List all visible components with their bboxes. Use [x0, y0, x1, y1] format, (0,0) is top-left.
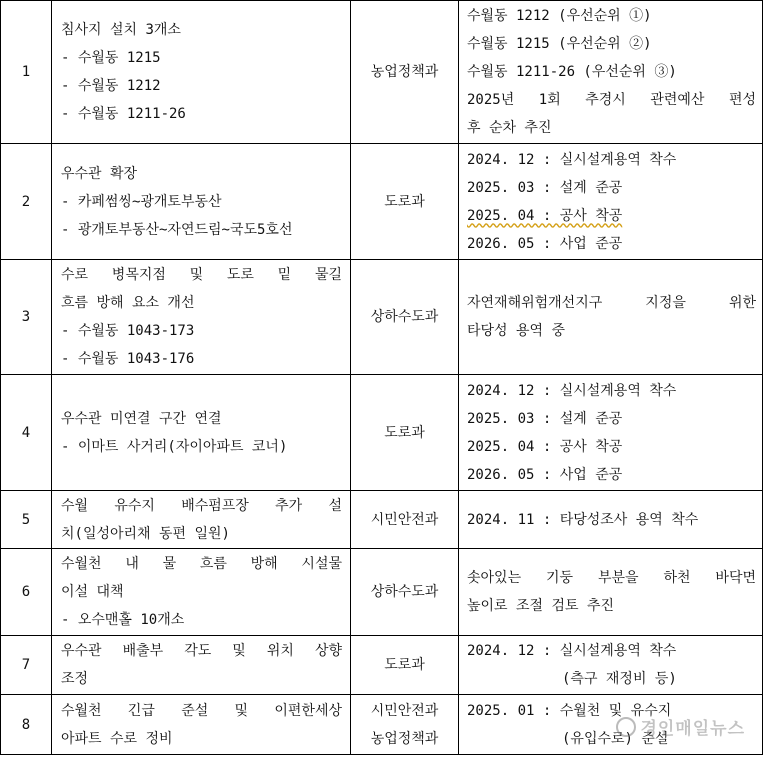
table-row	[1, 491, 763, 549]
department: 농업정책과	[351, 1, 459, 144]
department: 도로과	[351, 144, 459, 260]
plan-content: 2024. 11 : 타당성조사 용역 착수	[459, 491, 763, 549]
item-content: 우수관 배출부 각도 및 위치 상향 조정	[52, 636, 351, 695]
news-logo-icon	[616, 717, 636, 737]
item-content: 침사지 설치 3개소 - 수월동 1215 - 수월동 1212 - 수월동 1211-26	[52, 1, 351, 144]
news-watermark: 경인매일뉴스	[616, 714, 745, 739]
row-number: 6	[1, 549, 52, 636]
row-number: 1	[1, 1, 52, 144]
row-number: 5	[1, 491, 52, 549]
row-number: 4	[1, 375, 52, 491]
row-number: 2	[1, 144, 52, 260]
item-content: 수월천 내 물 흐름 방해 시설물 이설 대책 - 오수맨홀 10개소	[52, 549, 351, 636]
table-row	[1, 549, 763, 636]
department: 도로과	[351, 636, 459, 695]
row-number: 8	[1, 695, 52, 755]
plan-content: 2025. 01 : 수월천 및 유수지 (유입수로) 준설	[459, 695, 763, 755]
department: 시민안전과	[351, 491, 459, 549]
item-content: 수월 유수지 배수펌프장 추가 설 치(일성아리채 동편 일원)	[52, 491, 351, 549]
item-content: 수로 병목지점 및 도로 밑 물길 흐름 방해 요소 개선 - 수월동 1043-173 - 수월동 1043-176	[52, 260, 351, 375]
row-number: 3	[1, 260, 52, 375]
plan-content: 수월동 1212 (우선순위 ①) 수월동 1215 (우선순위 ②) 수월동 1211-26 (우선순위 ③) 2025년 1회 추경시 관련예산 편성 후 순차 추진	[459, 1, 763, 144]
table-row	[1, 375, 763, 491]
item-content: 수월천 긴급 준설 및 이편한세상 아파트 수로 정비	[52, 695, 351, 755]
table-row	[1, 144, 763, 260]
plan-content: 2024. 12 : 실시설계용역 착수 (측구 재정비 등)	[459, 636, 763, 695]
table-row	[1, 636, 763, 695]
department: 상하수도과	[351, 260, 459, 375]
plan-content: 솟아있는 기둥 부분을 하천 바닥면 높이로 조절 검토 추진	[459, 549, 763, 636]
department: 상하수도과	[351, 549, 459, 636]
plan-content: 2024. 12 : 실시설계용역 착수 2025. 03 : 설계 준공 2025. 04 : 공사 착공 2026. 05 : 사업 준공	[459, 144, 763, 260]
department: 시민안전과 농업정책과	[351, 695, 459, 755]
table-row	[1, 260, 763, 375]
plan-content: 2024. 12 : 실시설계용역 착수 2025. 03 : 설계 준공 2025. 04 : 공사 착공 2026. 05 : 사업 준공	[459, 375, 763, 491]
plan-content: 자연재해위험개선지구 지정을 위한 타당성 용역 중	[459, 260, 763, 375]
item-content: 우수관 미연결 구간 연결 - 이마트 사거리(자이아파트 코너)	[52, 375, 351, 491]
item-content: 우수관 확장 - 카페썸씽~광개토부동산 - 광개토부동산~자연드림~국도5호선	[52, 144, 351, 260]
table-row	[1, 1, 763, 144]
row-number: 7	[1, 636, 52, 695]
department: 도로과	[351, 375, 459, 491]
